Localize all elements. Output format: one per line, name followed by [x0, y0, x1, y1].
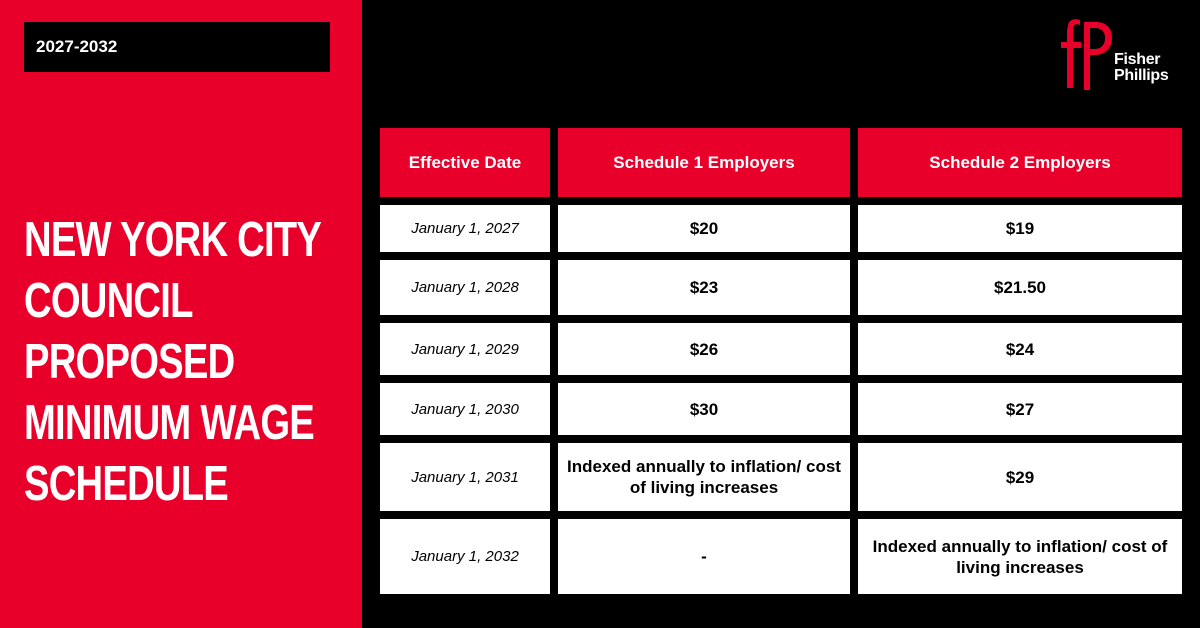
fisher-phillips-logo — [1052, 18, 1182, 98]
logo-word: Phillips — [1114, 67, 1169, 84]
effective-date-cell: January 1, 2028 — [380, 260, 550, 315]
table-row — [380, 443, 1182, 511]
headline — [24, 210, 322, 515]
column-header: Schedule 1 Employers — [558, 128, 850, 197]
logo-wordmark — [1114, 52, 1169, 84]
schedule-2-cell: $27 — [858, 383, 1182, 435]
minimum-wage-table — [372, 120, 1190, 602]
date-range-badge: 2027-2032 — [24, 22, 330, 72]
schedule-2-cell: $24 — [858, 323, 1182, 375]
table-row — [380, 323, 1182, 375]
schedule-1-cell: $20 — [558, 205, 850, 252]
schedule-1-cell: $30 — [558, 383, 850, 435]
headline-line: COUNCIL — [24, 274, 193, 328]
effective-date-cell: January 1, 2031 — [380, 443, 550, 511]
schedule-1-cell: Indexed annually to inflation/ cost of living increases — [558, 443, 850, 511]
left-red-panel — [0, 0, 362, 628]
logo-word: Fisher — [1114, 51, 1161, 68]
column-header: Schedule 2 Employers — [858, 128, 1182, 197]
column-header: Effective Date — [380, 128, 550, 197]
headline-line: PROPOSED — [24, 335, 235, 389]
headline-line: SCHEDULE — [24, 457, 228, 511]
headline-line: MINIMUM WAGE — [24, 396, 315, 450]
effective-date-cell: January 1, 2032 — [380, 519, 550, 594]
effective-date-cell: January 1, 2029 — [380, 323, 550, 375]
fp-monogram-icon — [1052, 18, 1114, 90]
table-row — [380, 260, 1182, 315]
schedule-1-cell: $23 — [558, 260, 850, 315]
schedule-2-cell: $21.50 — [858, 260, 1182, 315]
schedule-1-cell: - — [558, 519, 850, 594]
table-row — [380, 205, 1182, 252]
schedule-1-cell: $26 — [558, 323, 850, 375]
table-header-row — [380, 128, 1182, 197]
table-row — [380, 383, 1182, 435]
schedule-2-cell: Indexed annually to inflation/ cost of living increases — [858, 519, 1182, 594]
table-row — [380, 519, 1182, 594]
schedule-2-cell: $29 — [858, 443, 1182, 511]
headline-line: NEW YORK CITY — [24, 213, 322, 267]
effective-date-cell: January 1, 2030 — [380, 383, 550, 435]
schedule-2-cell: $19 — [858, 205, 1182, 252]
effective-date-cell: January 1, 2027 — [380, 205, 550, 252]
